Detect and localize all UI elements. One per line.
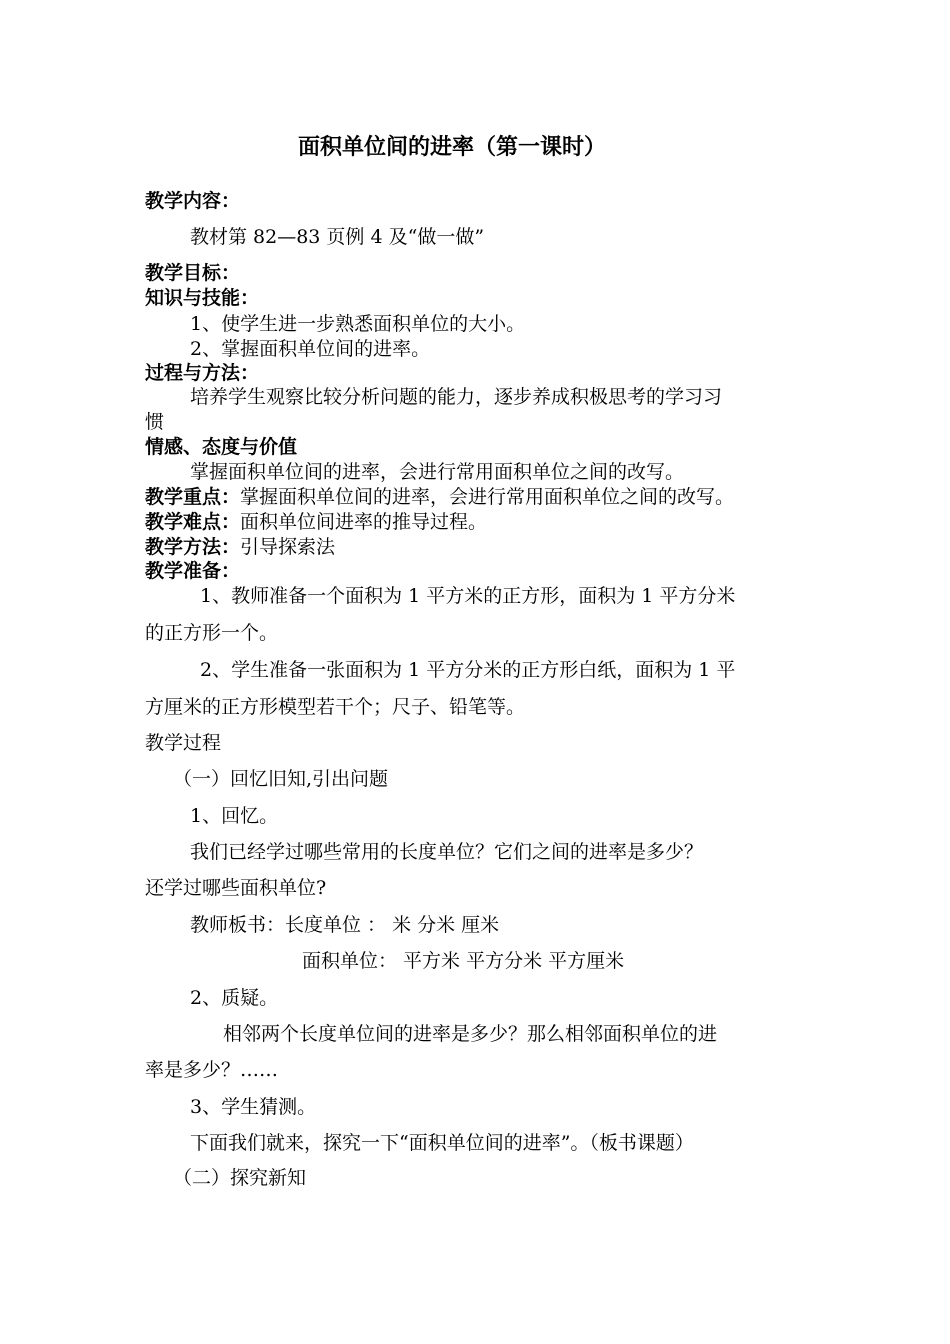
key-point-text: 掌握面积单位间的进率，会进行常用面积单位之间的改写。 — [240, 486, 735, 508]
preparation-item-1-line-2: 的正方形一个。 — [145, 622, 279, 644]
process-heading: 教学过程 — [145, 732, 222, 754]
objectives-heading: 教学目标： — [145, 262, 241, 284]
content-heading: 教学内容： — [145, 190, 241, 212]
process-method-text-2: 惯 — [145, 411, 165, 433]
preparation-item-2-line-1: 2、学生准备一张面积为 1 平方分米的正方形白纸，面积为 1 平 — [200, 659, 736, 681]
knowledge-item-1: 1、使学生进一步熟悉面积单位的大小。 — [190, 313, 526, 335]
section-1-heading: （一）回忆旧知,引出问题 — [173, 768, 389, 790]
knowledge-item-2: 2、掌握面积单位间的进率。 — [190, 338, 431, 360]
document-title: 面积单位间的进率（第一课时） — [298, 135, 607, 160]
question-line-1: 我们已经学过哪些常用的长度单位？它们之间的进率是多少？ — [190, 841, 704, 863]
step-2: 2、质疑。 — [190, 987, 279, 1009]
difficulty-line — [145, 510, 487, 534]
difficulty-text: 面积单位间进率的推导过程。 — [240, 511, 488, 533]
key-point-label: 教学重点： — [145, 486, 241, 508]
knowledge-heading: 知识与技能： — [145, 287, 260, 309]
process-method-text-1: 培养学生观察比较分析问题的能力，逐步养成积极思考的学习习 — [190, 386, 723, 408]
section-2-heading: （二）探究新知 — [173, 1167, 307, 1189]
step-1: 1、回忆。 — [190, 805, 279, 827]
emotion-heading: 情感、态度与价值 — [145, 436, 298, 458]
explore-text: 下面我们就来，探究一下“面积单位间的进率”。（板书课题） — [190, 1132, 694, 1154]
method-text: 引导探索法 — [240, 536, 336, 558]
process-method-heading: 过程与方法： — [145, 362, 260, 384]
doubt-line-2: 率是多少？…… — [145, 1059, 279, 1081]
preparation-item-2-line-2: 方厘米的正方形模型若干个；尺子、铅笔等。 — [145, 696, 526, 718]
question-line-2: 还学过哪些面积单位? — [145, 877, 327, 899]
method-label: 教学方法： — [145, 536, 241, 558]
preparation-item-1-line-1: 1、教师准备一个面积为 1 平方米的正方形，面积为 1 平方分米 — [200, 585, 736, 607]
step-3: 3、学生猜测。 — [190, 1096, 317, 1118]
board-area-units: 面积单位： 平方米 平方分米 平方厘米 — [302, 950, 625, 972]
key-point-line — [145, 485, 734, 509]
board-length-units: 教师板书：长度单位 ： 米 分米 厘米 — [190, 914, 500, 936]
preparation-heading: 教学准备： — [145, 560, 241, 582]
method-line — [145, 535, 335, 559]
emotion-text: 掌握面积单位间的进率，会进行常用面积单位之间的改写。 — [190, 461, 685, 483]
doubt-line-1: 相邻两个长度单位间的进率是多少？那么相邻面积单位的进 — [223, 1023, 718, 1045]
content-text: 教材第 82—83 页例 4 及“做一做” — [190, 226, 485, 248]
difficulty-label: 教学难点： — [145, 511, 241, 533]
